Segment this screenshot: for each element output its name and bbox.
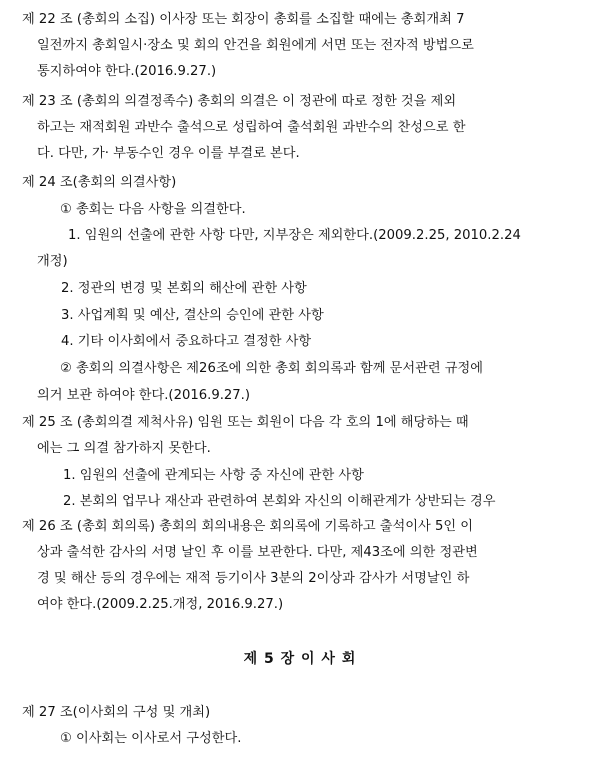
article-23-line-1: 제 23 조 (총회의 의결정족수) 총회의 의결은 이 정관에 따로 정한 것을 제외 [22,94,457,109]
article-27-title: 제 27 조(이사회의 구성 및 개최) [22,705,211,720]
article-24-item-4: 4. 기타 이사회에서 중요하다고 결정한 사항 [61,334,312,349]
article-22-line-1: 제 22 조 (총회의 소집) 이사장 또는 회장이 총회를 소집할 때에는 총회개최 7 [22,12,465,27]
chapter-5-heading: 제 5 장 이 사 회 [243,651,357,667]
article-27-paragraph-1: ① 이사회는 이사로서 구성한다. [60,731,242,746]
article-26-line-2: 상과 출석한 감사의 서명 날인 후 이를 보관한다. 다만, 제43조에 의한 정관변 [37,545,478,560]
article-26-line-1: 제 26 조 (총회 회의록) 총회의 회의내용은 회의록에 기록하고 출석이사 5인 이 [22,519,474,534]
article-24-paragraph-2-cont: 의거 보관 하여야 한다.(2016.9.27.) [37,388,251,403]
article-24-paragraph-2: ② 총회의 의결사항은 제26조에 의한 총회 회의록과 함께 문서관련 규정에 [60,361,484,376]
article-24-title: 제 24 조(총회의 의결사항) [22,175,177,190]
article-23-line-3: 다. 다만, 가· 부동수인 경우 이를 부결로 본다. [37,146,300,161]
article-22-line-2: 일전까지 총회일시·장소 및 회의 안건을 회원에게 서면 또는 전자적 방법으로 [37,38,474,53]
article-24-paragraph-1: ① 총회는 다음 사항을 의결한다. [60,202,246,217]
article-25-line-2: 에는 그 의결 참가하지 못한다. [37,441,211,456]
article-24-item-2: 2. 정관의 변경 및 본회의 해산에 관한 사항 [61,281,307,296]
article-24-item-1: 1. 임원의 선출에 관한 사항 다만, 지부장은 제외한다.(2009.2.25, 2010.2.24 [68,228,521,243]
article-25-line-1: 제 25 조 (총회의결 제척사유) 임원 또는 회원이 다음 각 호의 1에 해당하는 때 [22,415,469,430]
article-24-item-3: 3. 사업계획 및 예산, 결산의 승인에 관한 사항 [61,308,324,323]
article-22-line-3: 통지하여야 한다.(2016.9.27.) [37,64,217,79]
article-23-line-2: 하고는 재적회원 과반수 출석으로 성립하여 출석회원 과반수의 찬성으로 한 [37,120,466,135]
article-26-line-4: 여야 한다.(2009.2.25.개정, 2016.9.27.) [37,597,284,612]
article-26-line-3: 경 및 해산 등의 경우에는 재적 등기이사 3분의 2이상과 감사가 서명날인 하 [37,571,470,586]
article-25-item-2: 2. 본회의 업무나 재산과 관련하여 본회와 자신의 이해관계가 상반되는 경우 [63,494,496,509]
article-25-item-1: 1. 임원의 선출에 관계되는 사항 중 자신에 관한 사항 [63,468,364,483]
article-24-item-1-cont: 개정) [37,254,68,269]
